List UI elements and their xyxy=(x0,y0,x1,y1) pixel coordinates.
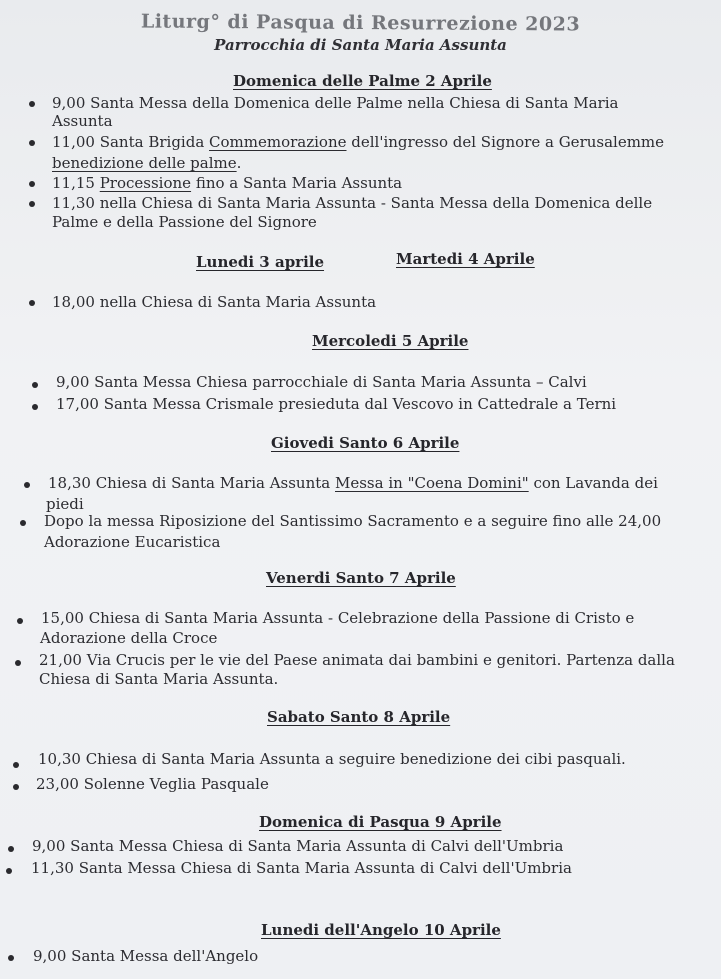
bullet xyxy=(20,520,26,526)
day-heading-saturday: Sabato Santo 8 Aprile xyxy=(267,708,451,726)
page-title: Liturg° di Pasqua di Resurrezione 2023 xyxy=(140,10,581,36)
day-heading-friday: Venerdi Santo 7 Aprile xyxy=(266,569,456,587)
bullet xyxy=(8,955,14,961)
bullet xyxy=(29,201,35,207)
schedule-item: Dopo la messa Riposizione del Santissimo Sacramento e a seguire fino alle 24,00 xyxy=(44,512,662,530)
day-heading-palm-sunday: Domenica delle Palme 2 Aprile xyxy=(233,72,492,90)
bullet xyxy=(8,846,14,852)
schedule-item-cont: Adorazione Eucaristica xyxy=(44,533,221,551)
schedule-item: 9,00 Santa Messa Chiesa parrocchiale di Santa Maria Assunta – Calvi xyxy=(56,373,587,391)
day-heading-easter-sunday: Domenica di Pasqua 9 Aprile xyxy=(259,813,502,831)
schedule-item: 9,00 Santa Messa Chiesa di Santa Maria Assunta di Calvi dell'Umbria xyxy=(32,837,564,855)
schedule-item: 11,15 Processione fino a Santa Maria Assunta xyxy=(52,174,403,192)
bullet xyxy=(32,404,38,410)
schedule-item-cont: Assunta xyxy=(52,112,113,130)
bullet xyxy=(29,101,35,107)
schedule-item: 17,00 Santa Messa Crismale presieduta dal Vescovo in Cattedrale a Terni xyxy=(56,395,617,413)
bullet xyxy=(6,868,12,874)
schedule-item: 9,00 Santa Messa dell'Angelo xyxy=(33,947,259,965)
bullet xyxy=(29,140,35,146)
page-subtitle: Parrocchia di Santa Maria Assunta xyxy=(214,36,507,54)
schedule-item: 18,30 Chiesa di Santa Maria Assunta Messa in "Coena Domini" con Lavanda dei xyxy=(48,474,658,492)
schedule-item: 18,00 nella Chiesa di Santa Maria Assunta xyxy=(52,293,377,311)
bullet xyxy=(13,762,19,768)
schedule-item-cont: benedizione delle palme. xyxy=(52,154,242,172)
bullet xyxy=(32,382,38,388)
schedule-item: 21,00 Via Crucis per le vie del Paese animata dai bambini e genitori. Partenza dalla xyxy=(39,651,675,669)
schedule-item: 10,30 Chiesa di Santa Maria Assunta a seguire benedizione dei cibi pasquali. xyxy=(38,750,626,768)
schedule-item-cont: Adorazione della Croce xyxy=(40,629,218,647)
schedule-item: 11,00 Santa Brigida Commemorazione dell'ingresso del Signore a Gerusalemme xyxy=(52,133,665,151)
bullet xyxy=(17,618,23,624)
bullet xyxy=(13,784,19,790)
schedule-item: 23,00 Solenne Veglia Pasquale xyxy=(36,775,269,793)
bullet xyxy=(15,660,21,666)
schedule-item: 11,30 Santa Messa Chiesa di Santa Maria Assunta di Calvi dell'Umbria xyxy=(31,859,572,877)
schedule-item-cont: piedi xyxy=(46,495,84,513)
day-heading-tuesday: Martedi 4 Aprile xyxy=(396,250,535,268)
day-heading-monday: Lunedi 3 aprile xyxy=(196,253,325,271)
day-heading-thursday: Giovedi Santo 6 Aprile xyxy=(271,434,460,452)
bullet xyxy=(24,482,30,488)
schedule-item: 11,30 nella Chiesa di Santa Maria Assunta - Santa Messa della Domenica delle xyxy=(52,194,653,212)
schedule-item: 9,00 Santa Messa della Domenica delle Palme nella Chiesa di Santa Maria xyxy=(52,94,619,112)
day-heading-easter-monday: Lunedi dell'Angelo 10 Aprile xyxy=(261,921,501,939)
day-heading-wednesday: Mercoledi 5 Aprile xyxy=(312,332,469,350)
bullet xyxy=(29,181,35,187)
schedule-item: 15,00 Chiesa di Santa Maria Assunta - Celebrazione della Passione di Cristo e xyxy=(41,609,635,627)
bullet xyxy=(29,300,35,306)
schedule-item-cont: Chiesa di Santa Maria Assunta. xyxy=(39,670,279,688)
schedule-item-cont: Palme e della Passione del Signore xyxy=(52,213,317,231)
